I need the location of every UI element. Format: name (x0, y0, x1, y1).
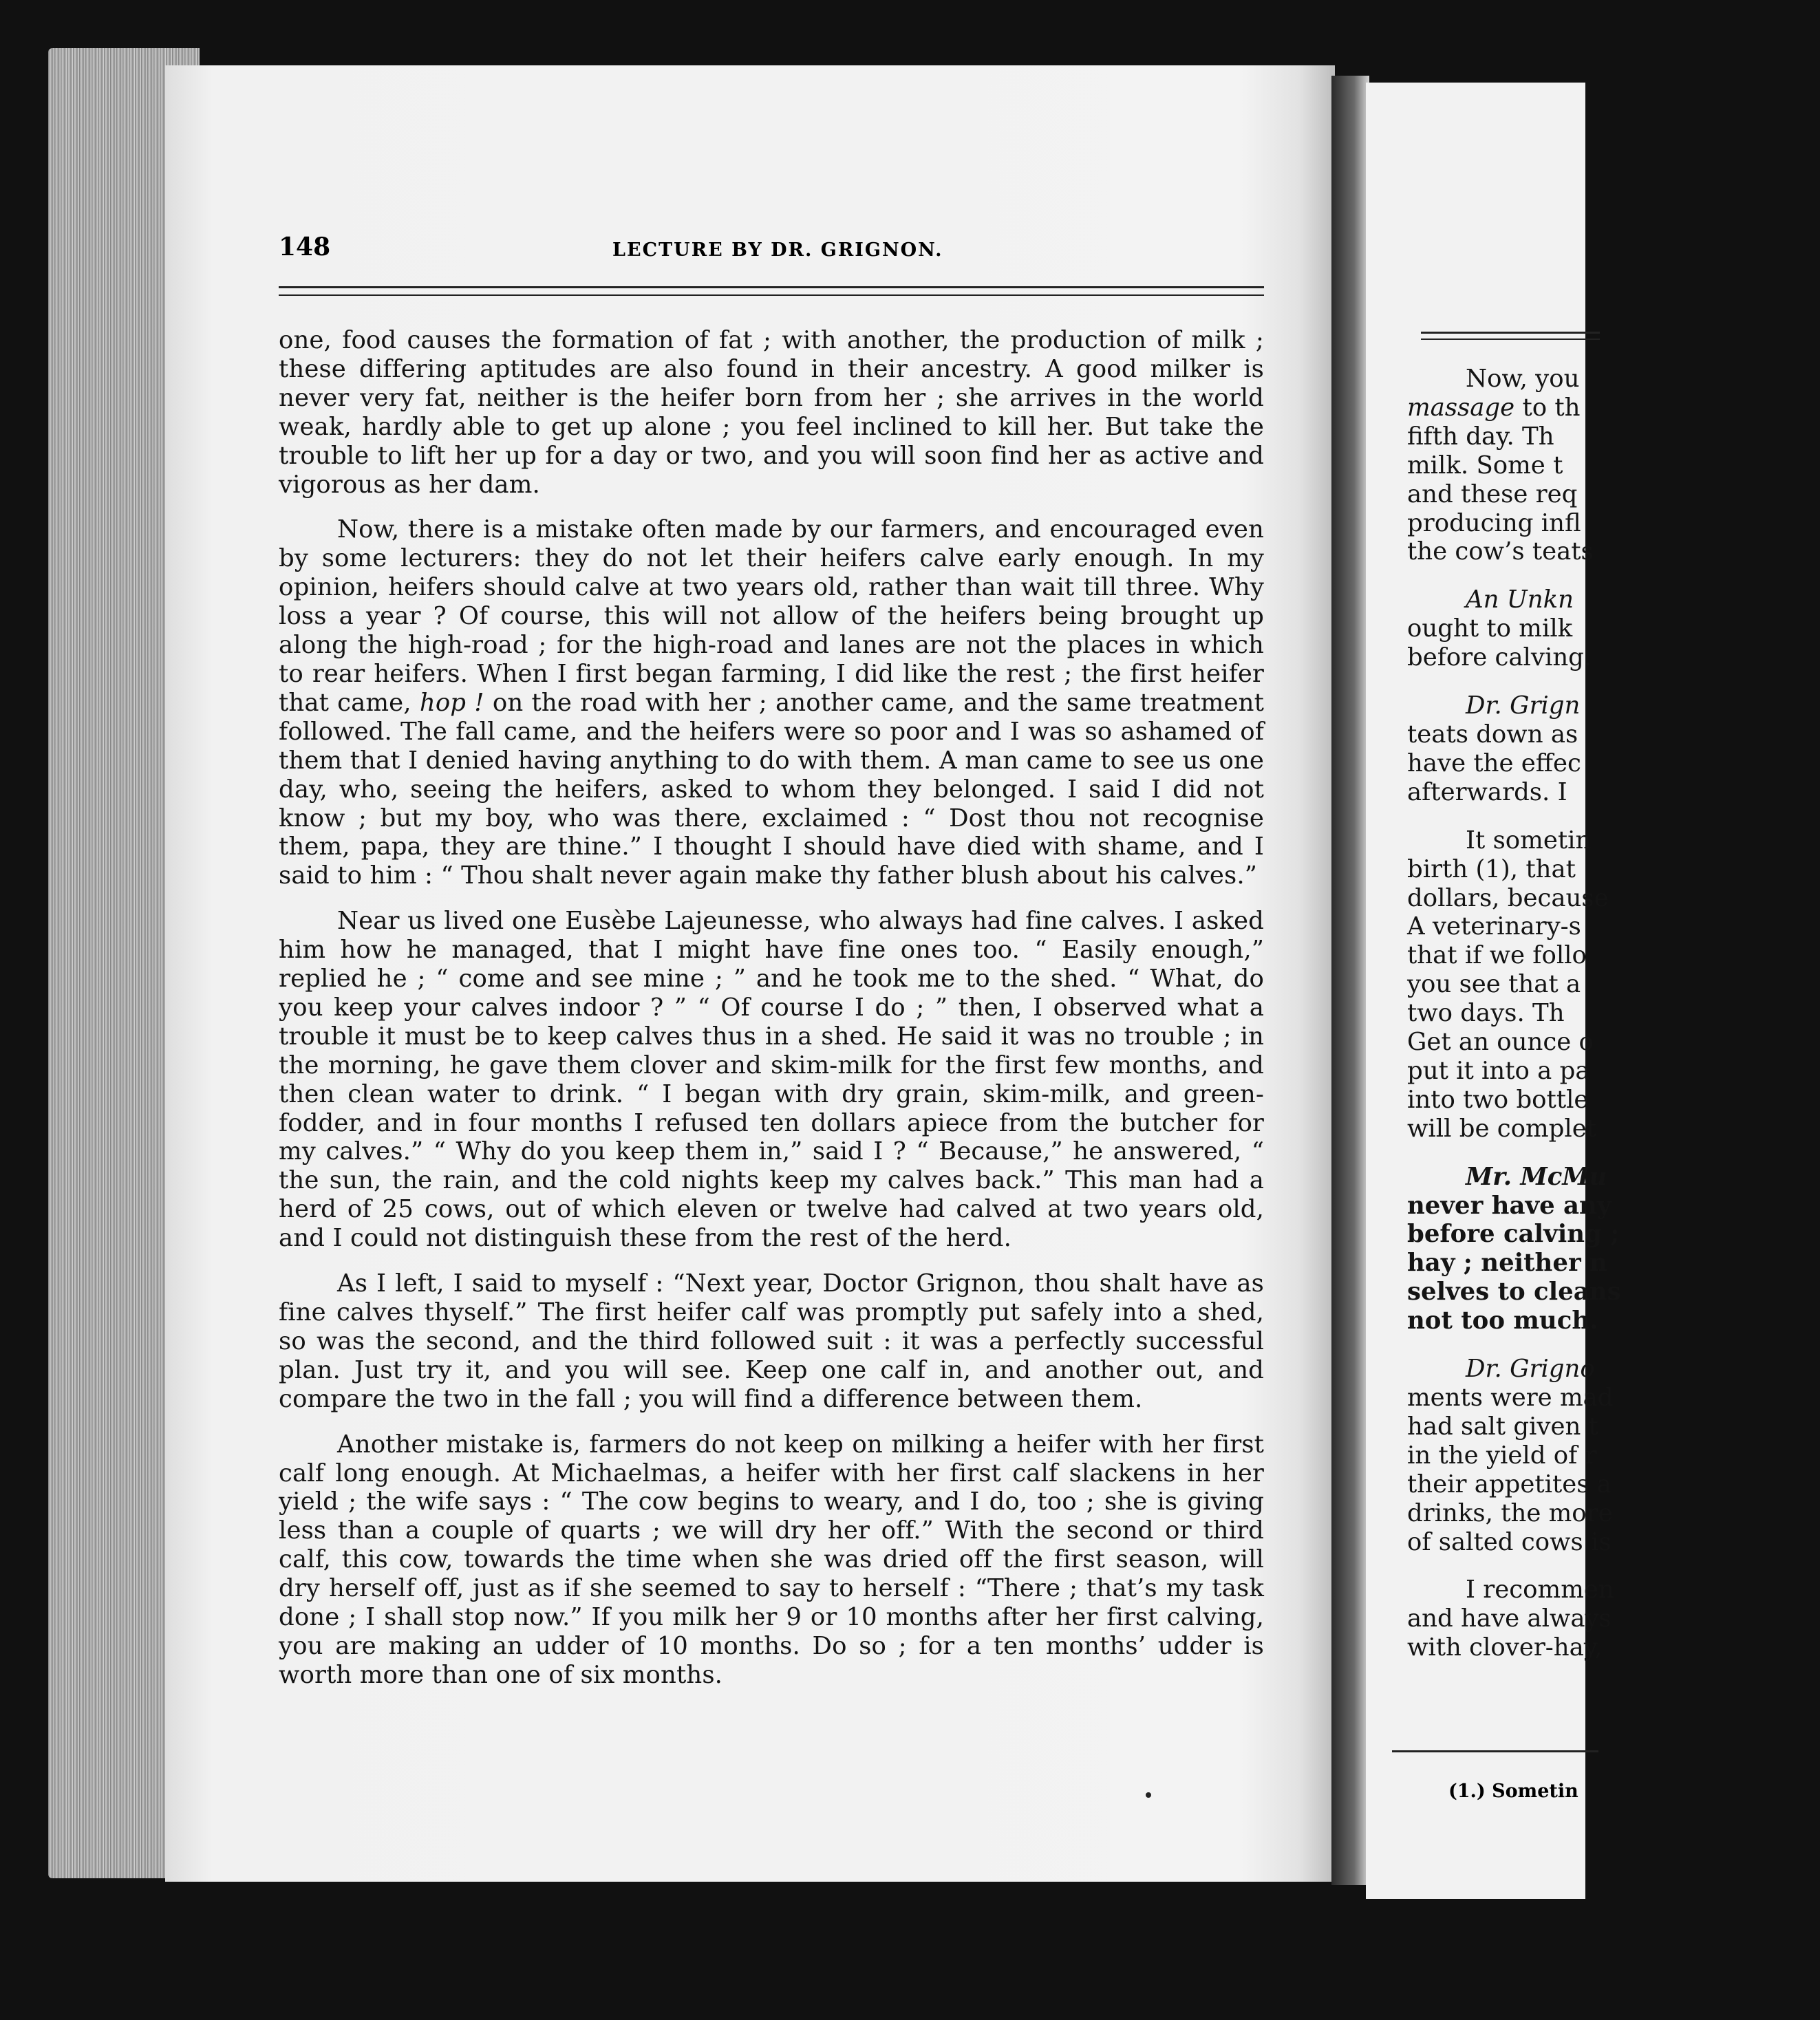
paragraph-3: Near us lived one Eusèbe Lajeunesse, who always had fine calves. I asked him how he managed, that I might have fine ones too. “ Easily enough,” replied he ; “ come and see mine ; ” and he took me to the shed. “ What, do you keep your calves indoor ? ” “ Of course I do ; ” then, I observed what a trouble it must be to keep calves thus in a shed. He said it was no trouble ; in the morning, he gave them clover and skim-milk for the first few months, and then clean water to drink. “ I began with dry grain, skim-milk, and green-fodder, and in four months I refused ten dollars apiece from the butcher for my calves.” “ Why do you keep them in,” said I ? “ Because,” he answered, “ the sun, the rain, and the cold nights keep my calves back.” This man had a herd of 25 cows, out of which eleven or twelve had calved at two years old, and I could not distinguish these from the rest of the herd. (279, 907, 1264, 1253)
body-text (279, 326, 1264, 1706)
right-page-line: afterwards. I (1407, 777, 1567, 806)
page-number: 148 (279, 233, 331, 261)
paragraph-gap (1407, 1143, 1820, 1163)
footnote-rule (1392, 1750, 1598, 1752)
right-page-line: An Unkn (1466, 585, 1574, 614)
right-page-line: teats down as (1407, 720, 1578, 749)
footnote: (1.) Sometin (1448, 1781, 1578, 1802)
right-page-line: and these req (1407, 480, 1578, 508)
right-page-line: birth (1), that (1407, 855, 1576, 883)
right-page-line: ought to milk (1407, 614, 1573, 643)
right-page-line: into two bottle (1407, 1085, 1589, 1114)
right-header-rule (1421, 332, 1600, 334)
right-page-line: massage to th (1407, 393, 1581, 422)
right-header-rule-2 (1421, 339, 1600, 340)
right-page-line: Now, you (1466, 365, 1580, 393)
right-page-line: selves to cleans (1407, 1278, 1621, 1307)
right-page-line: Mr. McMu (1466, 1162, 1607, 1191)
right-page (1366, 83, 1621, 1899)
right-page-line: producing infl (1407, 508, 1581, 537)
right-page-line: fifth day. Th (1407, 422, 1554, 451)
right-page-text (1407, 365, 1820, 1662)
right-page-line: It sometin (1466, 826, 1592, 855)
right-page-line: the cow’s teats (1407, 537, 1594, 566)
right-page-line: dollars, because (1407, 883, 1609, 912)
paragraph-gap (1407, 672, 1820, 691)
right-page-line: of salted cows is (1407, 1527, 1612, 1556)
right-page-line: their appetites a (1407, 1470, 1612, 1498)
running-title: LECTURE BY DR. GRIGNON. (612, 239, 943, 261)
paragraph-2-part-a: Now, there is a mistake often made by our farmers, and encouraged even by some lecturers: they do not let their heifers calve early enough. In my opinion, heifers should calve at two years old, rather than wait till three. Why loss a year ? Of course, this will not allow of the heifers being brought up along the high-road ; for the high-road and lanes are not the places in which to rear heifers. When I first began farming, I did like the rest ; the first heifer that came, (279, 515, 1264, 717)
right-page-line: in the yield of r (1407, 1441, 1597, 1470)
emphasis-hop: hop ! (419, 688, 484, 717)
right-page-line: A veterinary-s (1407, 912, 1581, 941)
right-page-line: before calving ; (1407, 1220, 1620, 1249)
right-page-line: that if we follo (1407, 941, 1587, 970)
right-page-line: never have any (1407, 1191, 1612, 1220)
right-page-line: had salt given t (1407, 1412, 1598, 1441)
paragraph-2 (279, 515, 1264, 890)
paragraph-gap (1407, 1556, 1820, 1576)
ink-speck (1146, 1792, 1151, 1798)
right-page-line: Dr. Grigno (1466, 1355, 1595, 1384)
right-page-line: I recommen (1466, 1576, 1614, 1604)
paragraph-gap (1407, 1335, 1820, 1355)
right-page-line: Get an ounce o (1407, 1028, 1594, 1057)
book-gutter (1331, 76, 1369, 1885)
paragraph-2-part-b: on the road with her ; another came, and the same treatment followed. The fall came, and the heifers were so poor and I was so ashamed of them that I denied having anything to do with them. A man came to see us one day, who, seeing the heifers, asked to whom they belonged. I said I did not know ; but my boy, who was there, exclaimed : “ Dost thou not recognise them, papa, they are thine.” I thought I should have died with shame, and I said to him : “ Thou shalt never again make thy father blush about his calves.” (279, 688, 1265, 890)
right-page-line: you see that a (1407, 970, 1581, 999)
right-page-line: have the effec (1407, 749, 1581, 777)
paragraph-1: one, food causes the formation of fat ; with another, the production of milk ; these differing aptitudes are also found in their ancestry. A good milker is never very fat, neither is the heifer born from her ; she arrives in the world weak, hardly able to get up alone ; you feel inclined to kill her. But take the trouble to lift her up for a day or two, and you will soon find her as active and vigorous as her dam. (279, 326, 1264, 499)
right-page-line: two days. Th (1407, 999, 1565, 1028)
paragraph-5: Another mistake is, farmers do not keep on milking a heifer with her first calf long enough. At Michaelmas, a heifer with her first calf slackens in her yield ; the wife says : “ The cow begins to weary, and I do, too ; she is giving less than a couple of quarts ; we will dry her off.” With the second or third calf, this cow, towards the time when she was dried off the first season, will dry herself off, just as if she seemed to say to herself : “There ; that’s my task done ; I shall stop now.” If you milk her 9 or 10 months after her first calving, you are making an udder of 10 months. Do so ; for a ten months’ udder is worth more than one of six months. (279, 1430, 1264, 1689)
right-page-line: will be complet (1407, 1114, 1597, 1143)
right-page-line: before calving. (1407, 643, 1592, 672)
paragraph-gap (1407, 566, 1820, 585)
right-page-line: drinks, the more (1407, 1498, 1613, 1527)
right-page-line: Dr. Grign (1466, 691, 1581, 720)
header-rule-bottom (279, 294, 1264, 296)
paragraph-4: As I left, I said to myself : “Next year, Doctor Grignon, thou shalt have as fine calves thyself.” The first heifer calf was promptly put safely into a shed, so was the second, and the third followed suit : it was a perfectly successful plan. Just try it, and you will see. Keep one calf in, and another out, and compare the two in the fall ; you will find a difference between them. (279, 1269, 1264, 1413)
right-page-line: ments were mad (1407, 1384, 1614, 1412)
right-page-line: milk. Some t (1407, 451, 1563, 480)
right-page-line: and have always (1407, 1604, 1612, 1633)
right-page-line: not too much. (1407, 1307, 1598, 1335)
right-page-line: hay ; neither n (1407, 1249, 1607, 1278)
right-page-line: put it into a pa (1407, 1056, 1590, 1085)
header-rule-top (279, 286, 1264, 288)
paragraph-gap (1407, 807, 1820, 826)
right-page-line: with clover-hay, (1407, 1633, 1603, 1662)
